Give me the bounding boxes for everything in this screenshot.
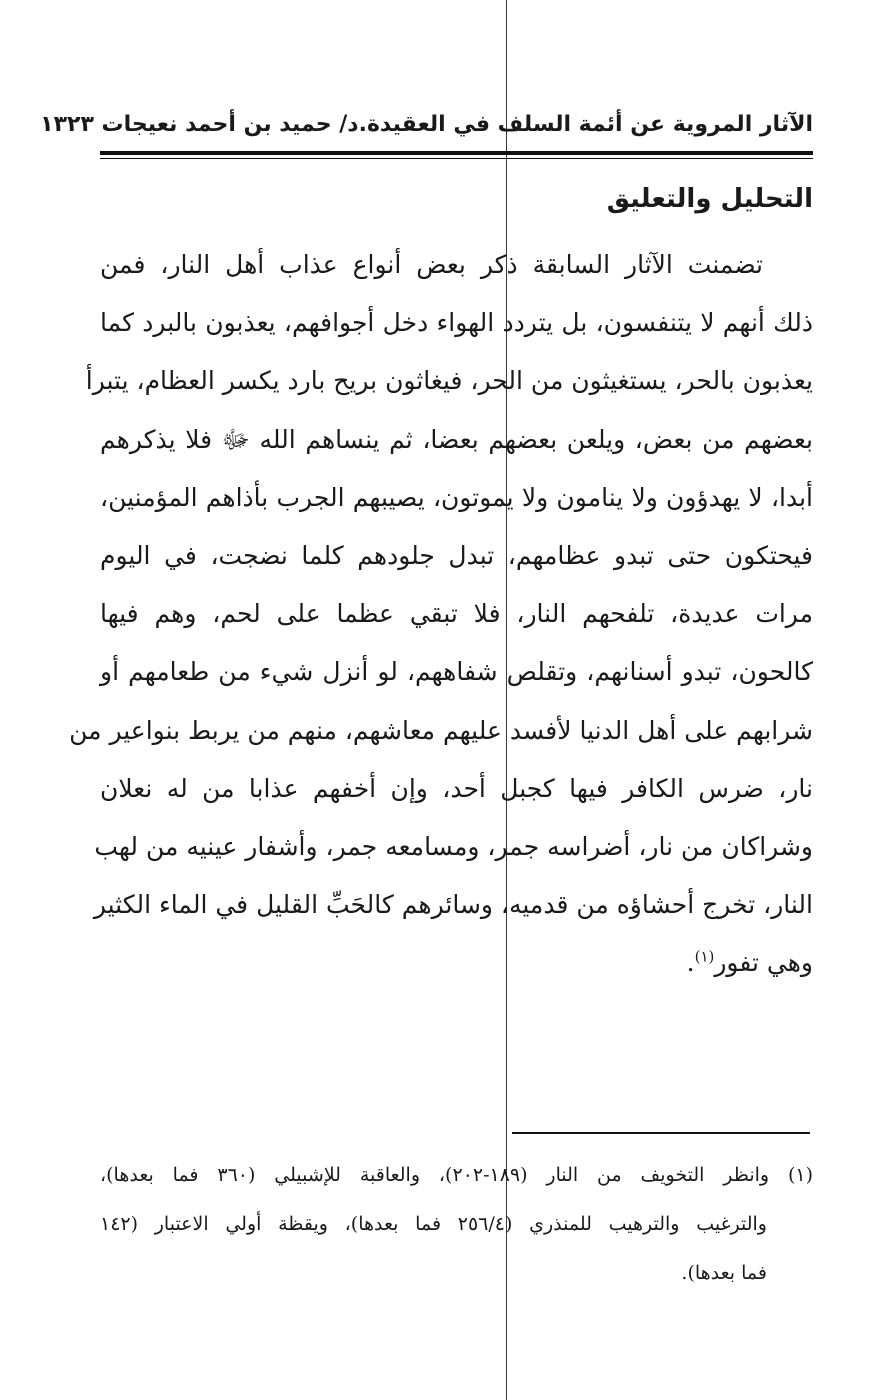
body-line: بعضهم من بعض، ويلعن بعضهم بعضا، ثم ينساهم الله ﷻ فلا يذكرهم	[100, 424, 813, 454]
body-line: تضمنت الآثار السابقة ذكر بعض أنواع عذاب أهل النار، فمن	[100, 250, 763, 279]
footnote-reference[interactable]: (١)	[694, 947, 715, 966]
header-rule-thick	[100, 151, 813, 155]
footnote	[100, 1151, 813, 1298]
body-line: مرات عديدة، تلفحهم النار، فلا تبقي عظما على لحم، وهم فيها	[100, 599, 813, 629]
footnote-line: والترغيب والترهيب للمنذري (٢٥٦/٤ فما بعدها)، ويقظة أولي الاعتبار (١٤٢	[100, 1213, 767, 1235]
body-line: وشراكان من نار، أضراسه جمر، ومسامعه جمر، وأشفار عينيه من لهب	[94, 831, 813, 861]
body-line: النار، تخرج أحشاؤه من قدميه، وسائرهم كالحَبِّ القليل في الماء الكثير	[93, 890, 813, 920]
body-line: كالحون، تبدو أسنانهم، وتقلص شفاههم، لو أنزل شيء من طعامهم أو	[100, 657, 813, 687]
footnote-line: فما بعدها).	[681, 1262, 767, 1284]
section-title: التحليل والتعليق	[606, 184, 813, 214]
body-line: أبدا، لا يهدؤون ولا ينامون ولا يموتون، يصيبهم الجرب بأذاهم المؤمنين،	[100, 482, 813, 512]
body-line: يعذبون بالحر، يستغيثون من الحر، فيغاثون بريح بارد يكسر العظام، يتبرأ	[85, 366, 813, 396]
body-line: فيحتكون حتى تبدو عظامهم، تبدل جلودهم كلما نضجت، في اليوم	[100, 540, 813, 570]
body-text	[69, 236, 813, 992]
header-rule-thin	[100, 158, 813, 159]
running-header: الآثار المروية عن أئمة السلف في العقيدة.د/ حميد بن أحمد نعيجات ١٣٢٣	[40, 112, 813, 137]
body-line: شرابهم على أهل الدنيا لأفسد عليهم معاشهم، منهم من يربط بنواعير من	[69, 715, 813, 745]
footnote-separator	[512, 1132, 810, 1134]
footnote-line: (١) وانظر التخويف من النار (١٨٩-٢٠٢)، والعاقبة للإشبيلي (٣٦٠ فما بعدها)،	[100, 1164, 813, 1186]
body-last-line	[100, 934, 813, 992]
body-line: ذلك أنهم لا يتنفسون، بل يتردد الهواء دخل أجوافهم، يعذبون بالبرد كما	[100, 308, 813, 338]
last-line-text: وهي تفور	[714, 948, 813, 978]
body-line: نار، ضرس الكافر فيها كجبل أحد، وإن أخفهم عذابا من له نعلان	[100, 773, 813, 803]
last-line-period: .	[686, 948, 695, 978]
